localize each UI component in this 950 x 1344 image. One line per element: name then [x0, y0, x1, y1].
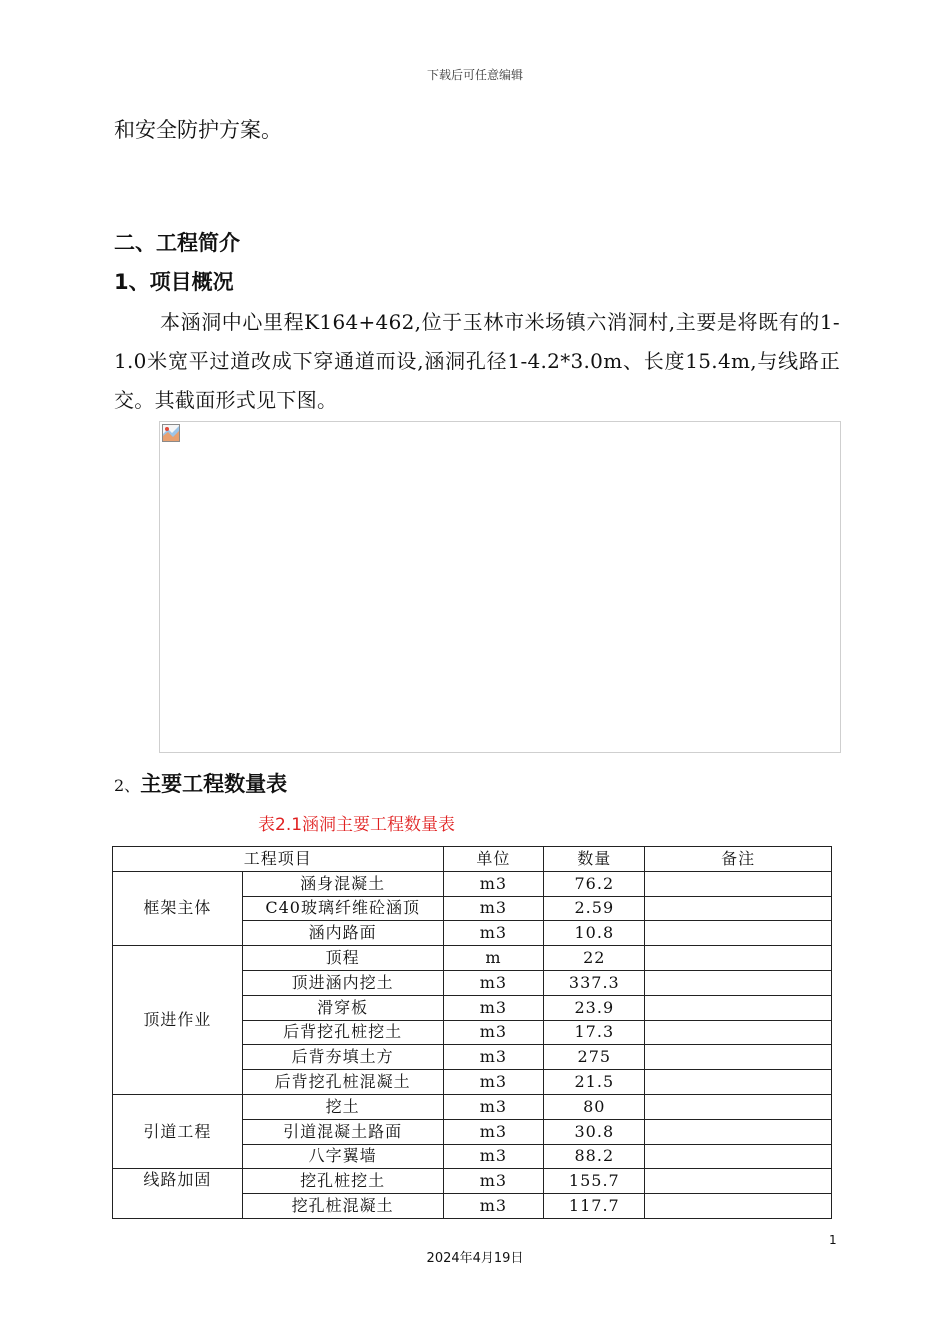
cell-qty: 21.5 — [544, 1070, 645, 1095]
cell-item: 涵身混凝土 — [242, 871, 443, 896]
cross-section-figure — [159, 421, 841, 753]
cell-note — [645, 946, 832, 971]
cell-item: 后背夯填土方 — [242, 1045, 443, 1070]
cell-unit: m3 — [443, 921, 544, 946]
table-header-row — [113, 847, 832, 872]
cell-unit: m3 — [443, 995, 544, 1020]
cell-item: 后背挖孔桩混凝土 — [242, 1070, 443, 1095]
cell-note — [645, 896, 832, 921]
cell-qty: 80 — [544, 1094, 645, 1119]
cell-unit: m3 — [443, 871, 544, 896]
cell-item: 涵内路面 — [242, 921, 443, 946]
cell-note — [645, 1144, 832, 1169]
table-row — [113, 1094, 832, 1119]
cell-item: 挖孔桩挖土 — [242, 1169, 443, 1194]
cell-note — [645, 1119, 832, 1144]
cell-unit: m3 — [443, 1194, 544, 1219]
cell-qty: 155.7 — [544, 1169, 645, 1194]
subsection-title-overview: 1、项目概况 — [114, 270, 234, 294]
table-row — [113, 871, 832, 896]
subsection-label: 主要工程数量表 — [140, 772, 288, 796]
header-qty: 数量 — [544, 847, 645, 872]
overview-paragraph: 本涵洞中心里程K164+462,位于玉林市米场镇六消洞村,主要是将既有的1-1.0米宽平过道改成下穿通道而设,涵洞孔径1-4.2*3.0m、长度15.4m,与线路正交。其截面形式见下图。 — [114, 310, 840, 412]
cell-unit: m3 — [443, 1144, 544, 1169]
cell-note — [645, 970, 832, 995]
subsection-number: 2、 — [114, 776, 141, 795]
cell-unit: m3 — [443, 1070, 544, 1095]
cell-qty: 275 — [544, 1045, 645, 1070]
cell-qty: 76.2 — [544, 871, 645, 896]
header-note: 备注 — [645, 847, 832, 872]
cell-unit: m3 — [443, 970, 544, 995]
cell-note — [645, 1020, 832, 1045]
cell-note — [645, 1045, 832, 1070]
group-label: 线路加固 — [113, 1169, 243, 1219]
cell-qty: 23.9 — [544, 995, 645, 1020]
table-row — [113, 1169, 832, 1194]
section-title: 二、工程简介 — [114, 231, 240, 255]
subsection-title-quantities — [114, 768, 287, 798]
cell-note — [645, 921, 832, 946]
group-label: 框架主体 — [113, 871, 243, 945]
cell-item: 挖孔桩混凝土 — [242, 1194, 443, 1219]
cell-qty: 117.7 — [544, 1194, 645, 1219]
cell-note — [645, 995, 832, 1020]
cell-unit: m3 — [443, 1119, 544, 1144]
cell-note — [645, 1070, 832, 1095]
page-header: 下载后可任意编辑 — [426, 68, 523, 82]
group-label: 顶进作业 — [113, 946, 243, 1095]
page-footer-date: 2024年4月19日 — [426, 1251, 524, 1266]
cell-item: 挖土 — [242, 1094, 443, 1119]
cell-unit: m3 — [443, 1045, 544, 1070]
intro-tail-text: 和安全防护方案。 — [114, 118, 282, 142]
cell-unit: m — [443, 946, 544, 971]
cell-unit: m3 — [443, 896, 544, 921]
quantity-table — [112, 846, 832, 1219]
cell-item: 后背挖孔桩挖土 — [242, 1020, 443, 1045]
group-label: 引道工程 — [113, 1094, 243, 1168]
cell-note — [645, 1094, 832, 1119]
cell-item: 顶进涵内挖土 — [242, 970, 443, 995]
cell-unit: m3 — [443, 1094, 544, 1119]
cell-item: C40玻璃纤维砼涵顶 — [242, 896, 443, 921]
cell-qty: 337.3 — [544, 970, 645, 995]
cell-unit: m3 — [443, 1169, 544, 1194]
cell-qty: 22 — [544, 946, 645, 971]
cell-qty: 10.8 — [544, 921, 645, 946]
cell-item: 滑穿板 — [242, 995, 443, 1020]
table-row — [113, 946, 832, 971]
cell-item: 八字翼墙 — [242, 1144, 443, 1169]
cell-qty: 30.8 — [544, 1119, 645, 1144]
table-caption: 表2.1涵洞主要工程数量表 — [258, 815, 456, 835]
header-item: 工程项目 — [113, 847, 444, 872]
cell-qty: 2.59 — [544, 896, 645, 921]
header-unit: 单位 — [443, 847, 544, 872]
cell-qty: 88.2 — [544, 1144, 645, 1169]
cell-item: 引道混凝土路面 — [242, 1119, 443, 1144]
cell-qty: 17.3 — [544, 1020, 645, 1045]
cell-unit: m3 — [443, 1020, 544, 1045]
cell-item: 顶程 — [242, 946, 443, 971]
cell-note — [645, 1194, 832, 1219]
cell-note — [645, 1169, 832, 1194]
broken-image-icon — [162, 424, 180, 442]
page-number: 1 — [829, 1233, 837, 1247]
cell-note — [645, 871, 832, 896]
